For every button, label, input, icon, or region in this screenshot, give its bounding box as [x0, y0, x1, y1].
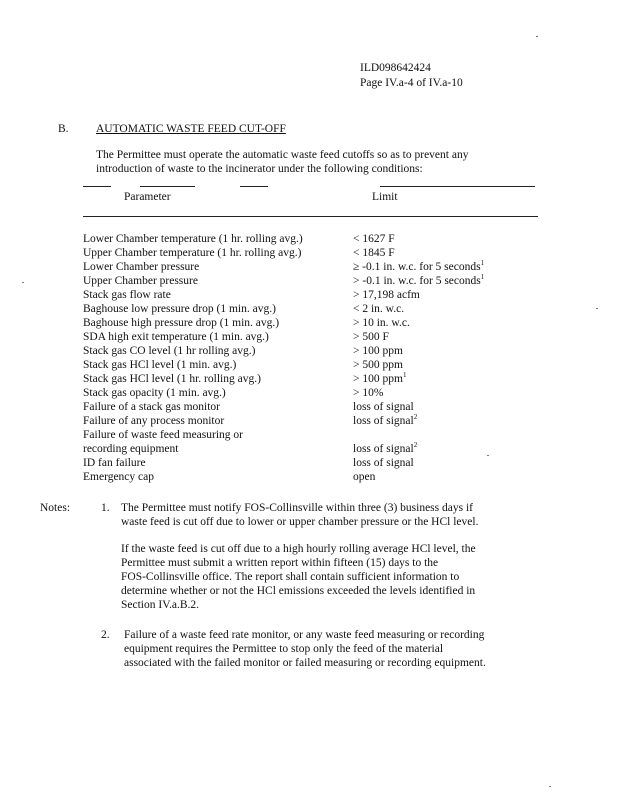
table-row [83, 248, 563, 262]
note-2-line-1: Failure of a waste feed rate monitor, or any waste feed measuring or recording [124, 629, 485, 641]
limit-cell: > 17,198 acfm [353, 289, 420, 301]
notes-label: Notes: [40, 502, 71, 514]
table-row [83, 472, 563, 486]
parameter-cell: Upper Chamber temperature (1 hr. rolling avg.) [83, 247, 302, 259]
header-bottom-rule [83, 216, 538, 217]
table-row [83, 259, 563, 276]
parameter-cell: recording equipment [83, 443, 179, 455]
footnote-marker: 2 [413, 441, 418, 449]
parameter-cell: Emergency cap [83, 471, 154, 483]
note-2-number: 2. [101, 629, 110, 641]
note-1-para-2-line-3: FOS-Collinsville office. The report shall contain sufficient information to [121, 571, 460, 583]
section-letter: B. [58, 123, 69, 135]
intro-line-2: introduction of waste to the incinerator under the following conditions: [96, 163, 423, 175]
table-row [83, 413, 563, 430]
section-title: AUTOMATIC WASTE FEED CUT-OFF [96, 123, 286, 135]
parameter-cell: Lower Chamber temperature (1 hr. rolling avg.) [83, 233, 303, 245]
table-row [83, 332, 563, 346]
column-header-limit: Limit [372, 191, 398, 203]
footnote-marker: 2 [413, 413, 418, 421]
scan-speck [549, 786, 551, 787]
note-1-line-2: waste feed is cut off due to lower or upper chamber pressure or the HCl level. [121, 516, 479, 528]
footnote-marker: 1 [480, 259, 485, 267]
parameter-cell: Stack gas opacity (1 min. avg.) [83, 387, 226, 399]
limit-cell: > 100 ppm$^1$ [353, 371, 407, 385]
table-row [83, 346, 563, 360]
limit-cell: open [353, 471, 376, 483]
note-1-number: 1. [101, 502, 110, 514]
limit-cell: < 2 in. w.c. [353, 303, 405, 315]
limit-cell: loss of signal [353, 401, 414, 413]
intro-line-1: The Permittee must operate the automatic waste feed cutoffs so as to prevent any [96, 149, 469, 161]
note-1-para-2-line-2: Permittee must submit a written report within fifteen (15) days to the [121, 557, 439, 569]
header-rule-segment [240, 186, 268, 187]
note-1-para-2-line-5: Section IV.a.B.2. [121, 599, 200, 611]
column-header-parameter: Parameter [124, 191, 171, 203]
scan-speck [596, 308, 598, 309]
limit-cell: < 1627 F [353, 233, 395, 245]
page-number: Page IV.a-4 of IV.a-10 [360, 77, 463, 89]
footnote-marker: 1 [402, 371, 407, 379]
scan-speck [536, 36, 538, 37]
table-row [83, 290, 563, 304]
table-row [83, 402, 563, 416]
limit-cell: > 500 F [353, 331, 389, 343]
parameter-cell: Failure of any process monitor [83, 415, 225, 427]
table-row [83, 441, 563, 458]
scan-speck [22, 282, 24, 283]
header-rule-segment [140, 186, 195, 187]
parameter-cell: Baghouse high pressure drop (1 min. avg.) [83, 317, 280, 329]
limit-cell: loss of signal$^2$ [353, 413, 418, 427]
parameter-cell: Failure of a stack gas monitor [83, 401, 221, 413]
parameter-cell: Lower Chamber pressure [83, 261, 200, 273]
parameter-cell: Upper Chamber pressure [83, 275, 198, 287]
parameter-cell: Stack gas CO level (1 hr rolling avg.) [83, 345, 256, 357]
table-row [83, 234, 563, 248]
limit-cell: > 10% [353, 387, 384, 399]
table-row [83, 273, 563, 290]
limit-cell: loss of signal [353, 457, 414, 469]
table-row [83, 458, 563, 472]
note-2-line-3: associated with the failed monitor or failed measuring or recording equipment. [124, 657, 486, 669]
table-row [83, 304, 563, 318]
note-2-line-2: equipment requires the Permittee to stop only the feed of the material [124, 643, 444, 655]
limit-cell: ≥ -0.1 in. w.c. for 5 seconds$^1$ [353, 259, 485, 273]
note-1-line-1: The Permittee must notify FOS-Collinsville within three (3) business days if [121, 502, 473, 514]
footnote-marker: 1 [480, 273, 485, 281]
parameter-cell: Stack gas HCl level (1 min. avg.) [83, 359, 237, 371]
table-row [83, 360, 563, 374]
table-row [83, 430, 563, 444]
parameter-cell: Failure of waste feed measuring or [83, 429, 243, 441]
table-row [83, 318, 563, 332]
document-id: ILD098642424 [360, 62, 431, 74]
limit-cell: > 10 in. w.c. [353, 317, 410, 329]
limit-cell: < 1845 F [353, 247, 395, 259]
parameter-cell: Stack gas HCl level (1 hr. rolling avg.) [83, 373, 261, 385]
note-1-para-2-line-4: determine whether or not the HCl emissions exceeded the levels identified in [121, 585, 476, 597]
header-rule-segment [83, 186, 111, 187]
header-rule-segment [380, 186, 535, 187]
table-row [83, 371, 563, 388]
parameter-cell: Stack gas flow rate [83, 289, 171, 301]
scan-speck [487, 455, 489, 456]
table-row [83, 388, 563, 402]
parameter-cell: Baghouse low pressure drop (1 min. avg.) [83, 303, 276, 315]
limit-cell: > 100 ppm [353, 345, 403, 357]
limit-cell: > -0.1 in. w.c. for 5 seconds$^1$ [353, 273, 485, 287]
note-1-para-2-line-1: If the waste feed is cut off due to a high hourly rolling average HCl level, the [121, 543, 476, 555]
parameter-cell: ID fan failure [83, 457, 146, 469]
parameter-cell: SDA high exit temperature (1 min. avg.) [83, 331, 269, 343]
limit-cell: loss of signal$^2$ [353, 441, 418, 455]
limit-cell: > 500 ppm [353, 359, 403, 371]
